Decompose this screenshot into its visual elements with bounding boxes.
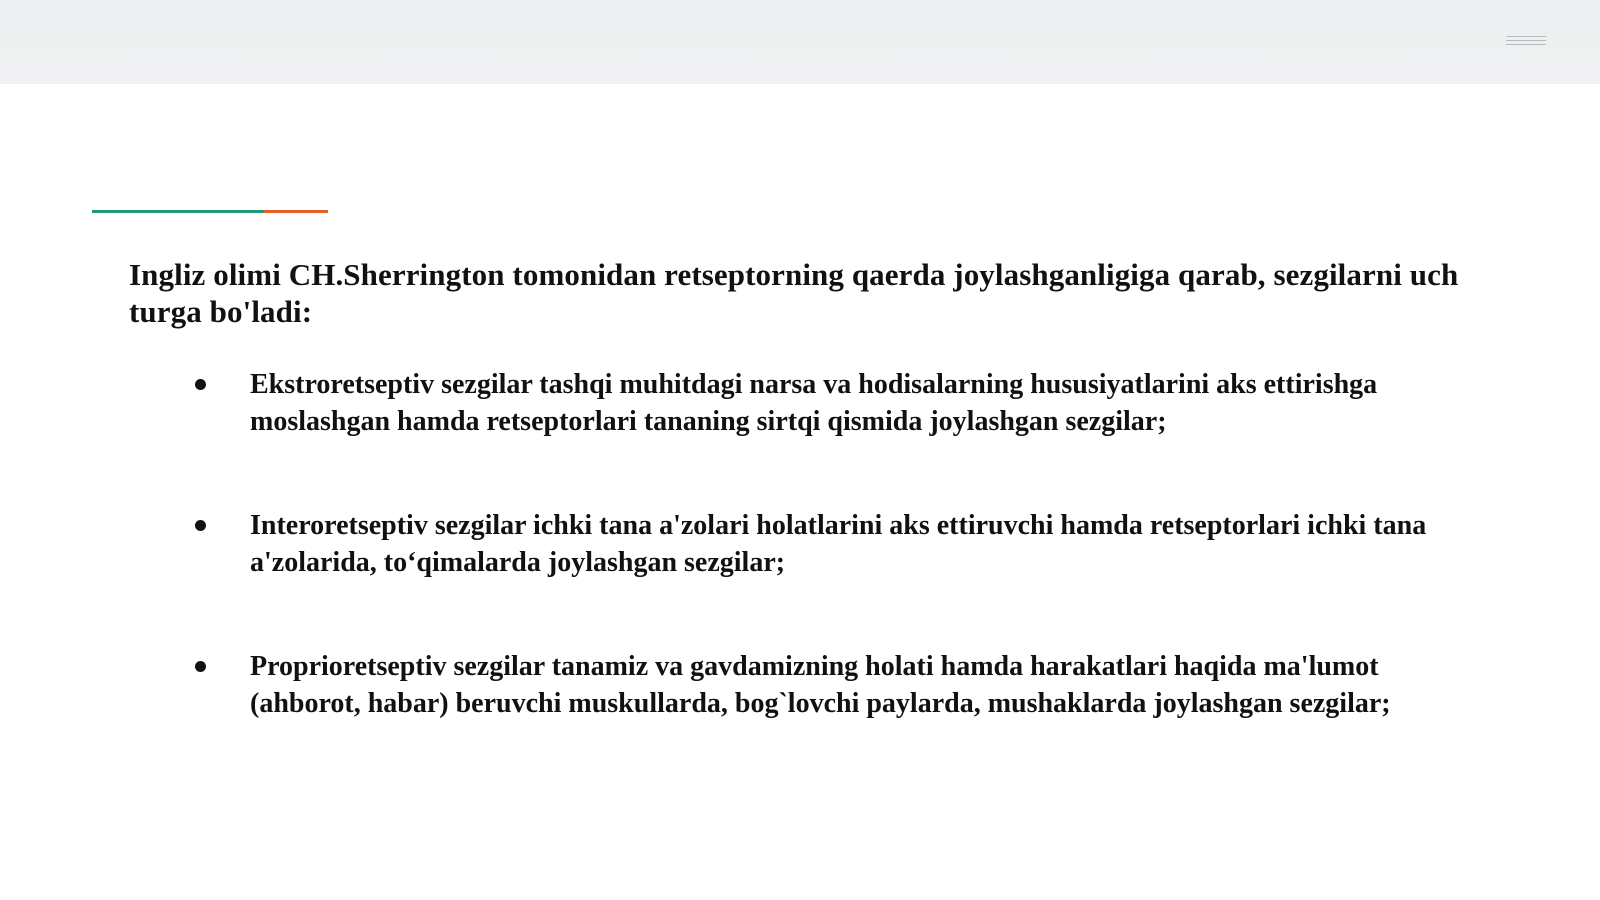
- menu-icon[interactable]: [1506, 36, 1546, 50]
- bullet-item-ekstroretseptiv: [195, 366, 1455, 440]
- bullet-dot-icon: [195, 661, 206, 672]
- bullet-list: [195, 366, 1455, 722]
- slide-content: [129, 256, 1509, 719]
- bullet-text: Ekstroretseptiv sezgilar tashqi muhitdagi narsa va hodisalarning hususiyatlarini aks ettirishga moslashgan hamda retseptorlari tananing sirtqi qismida joylashgan sezgilar;: [250, 369, 1378, 437]
- accent-divider-orange: [264, 210, 328, 213]
- bullet-dot-icon: [195, 520, 206, 531]
- bullet-item-interoretseptiv: [195, 507, 1455, 581]
- bullet-text: Interoretseptiv sezgilar ichki tana a'zolari holatlarini aks ettiruvchi hamda retseptorlari ichki tana a'zolarida, to‘qimalarda joylashgan sezgilar;: [250, 510, 1427, 578]
- accent-divider-green: [92, 210, 264, 213]
- bullet-dot-icon: [195, 379, 206, 390]
- top-bar: [0, 0, 1600, 84]
- accent-divider: [92, 210, 328, 213]
- bullet-text: Proprioretseptiv sezgilar tanamiz va gavdamizning holati hamda harakatlari haqida ma'lumot (ahborot, habar) beruvchi muskullarda, bog`lovchi paylarda, mushaklarda joylashgan sezgilar;: [250, 651, 1391, 719]
- intro-text: Ingliz olimi CH.Sherrington tomonidan retseptorning qaerda joylashganligiga qarab, sezgilarni uch turga bo'ladi:: [129, 257, 1459, 329]
- bullet-item-proprioretseptiv: [195, 648, 1455, 722]
